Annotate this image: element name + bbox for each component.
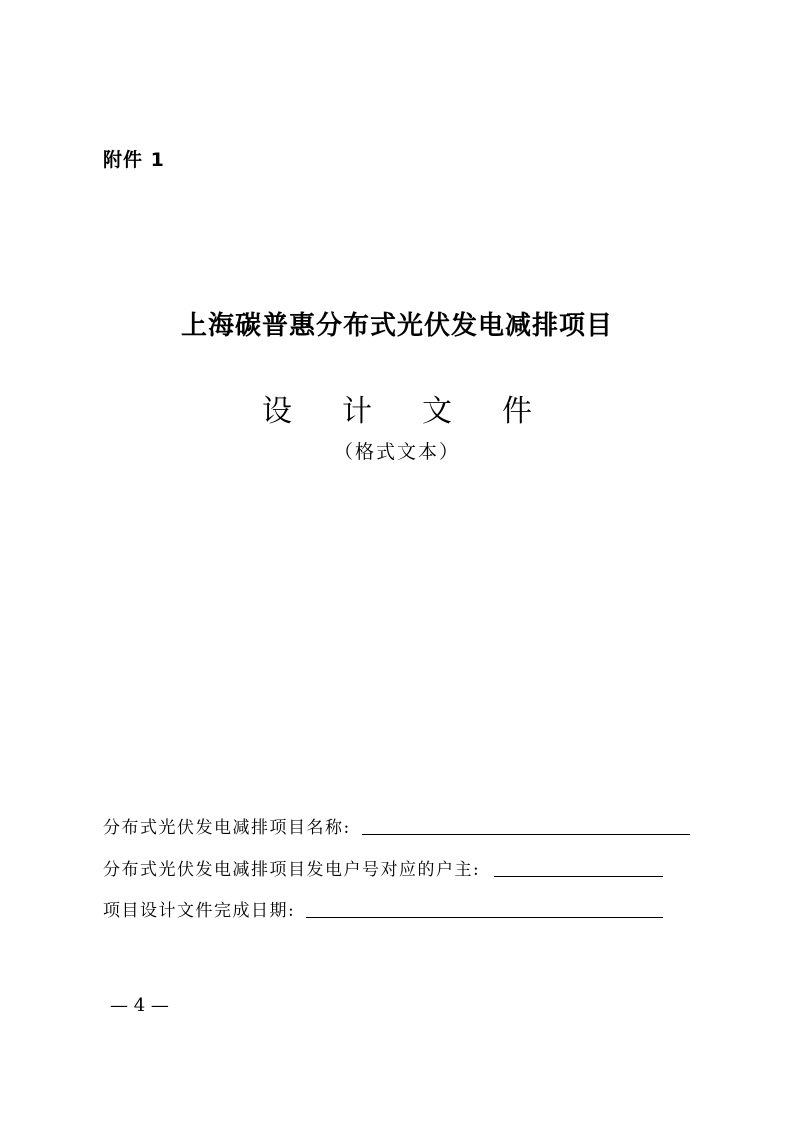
project-name-field (103, 815, 351, 841)
page-number: — 4 — (110, 995, 169, 1016)
document-format-note: （格式文本） (333, 441, 460, 463)
document-subtitle: 设计文件 (262, 394, 582, 429)
completion-date-label: 项目设计文件完成日期: (103, 901, 296, 921)
document-title: 上海碳普惠分布式光伏发电减排项目 (180, 311, 613, 341)
account-holder-field (103, 857, 480, 883)
completion-date-blank[interactable] (306, 917, 663, 918)
account-holder-blank[interactable] (494, 876, 663, 877)
completion-date-field (103, 898, 295, 924)
project-name-label: 分布式光伏发电减排项目名称: (103, 818, 351, 838)
project-name-blank[interactable] (362, 834, 690, 835)
attachment-label: 附件 1 (103, 149, 165, 171)
account-holder-label: 分布式光伏发电减排项目发电户号对应的户主: (103, 860, 481, 880)
